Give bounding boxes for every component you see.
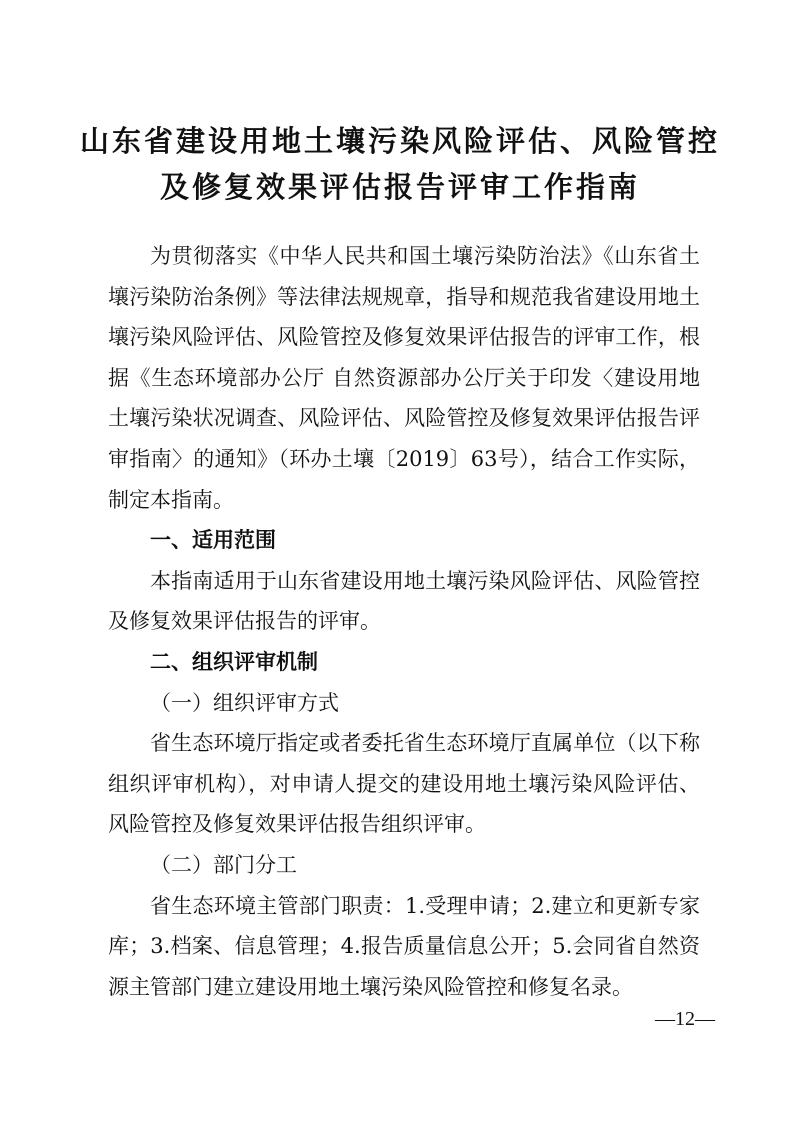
section-2-heading: 二、组织评审机制 — [150, 649, 318, 674]
intro-paragraph: 为贯彻落实《中华人民共和国土壤污染防治法》《山东省土壤污染防治条例》等法律法规规章，指导和规范我省建设用地土壤污染风险评估、风险管控及修复效果评估报告的评审工作，根据《生态环境部办公厅 自然资源部办公厅关于印发〈建设用地土壤污染状况调查、风险评估、风险管控及修复效果评估报告评审指南〉的通知》（环办土壤〔2019〕63号），结合工作实际，制定本指南。 — [108, 244, 700, 512]
section-1-heading: 一、适用范围 — [150, 528, 276, 553]
section-1-paragraph: 本指南适用于山东省建设用地土壤污染风险评估、风险管控及修复效果评估报告的评审。 — [108, 568, 700, 634]
document-body — [108, 236, 700, 1007]
title-line-2: 及修复效果评估报告评审工作指南 — [159, 170, 640, 204]
subsection-1-paragraph: 省生态环境厅指定或者委托省生态环境厅直属单位（以下称组织评审机构），对申请人提交的建设用地土壤污染风险评估、风险管控及修复效果评估报告组织评审。 — [108, 731, 700, 837]
document-title — [60, 118, 740, 210]
page-number: —12— — [655, 1008, 715, 1030]
subsection-1-heading: （一）组织评审方式 — [150, 690, 339, 715]
title-line-1: 山东省建设用地土壤污染风险评估、风险管控 — [79, 124, 720, 158]
subsection-2-paragraph: 省生态环境主管部门职责：1.受理申请；2.建立和更新专家库；3.档案、信息管理；4.报告质量信息公开；5.会同省自然资源主管部门建立建设用地土壤污染风险管控和修复名录。 — [108, 893, 700, 999]
subsection-2-heading: （二）部门分工 — [150, 852, 297, 877]
